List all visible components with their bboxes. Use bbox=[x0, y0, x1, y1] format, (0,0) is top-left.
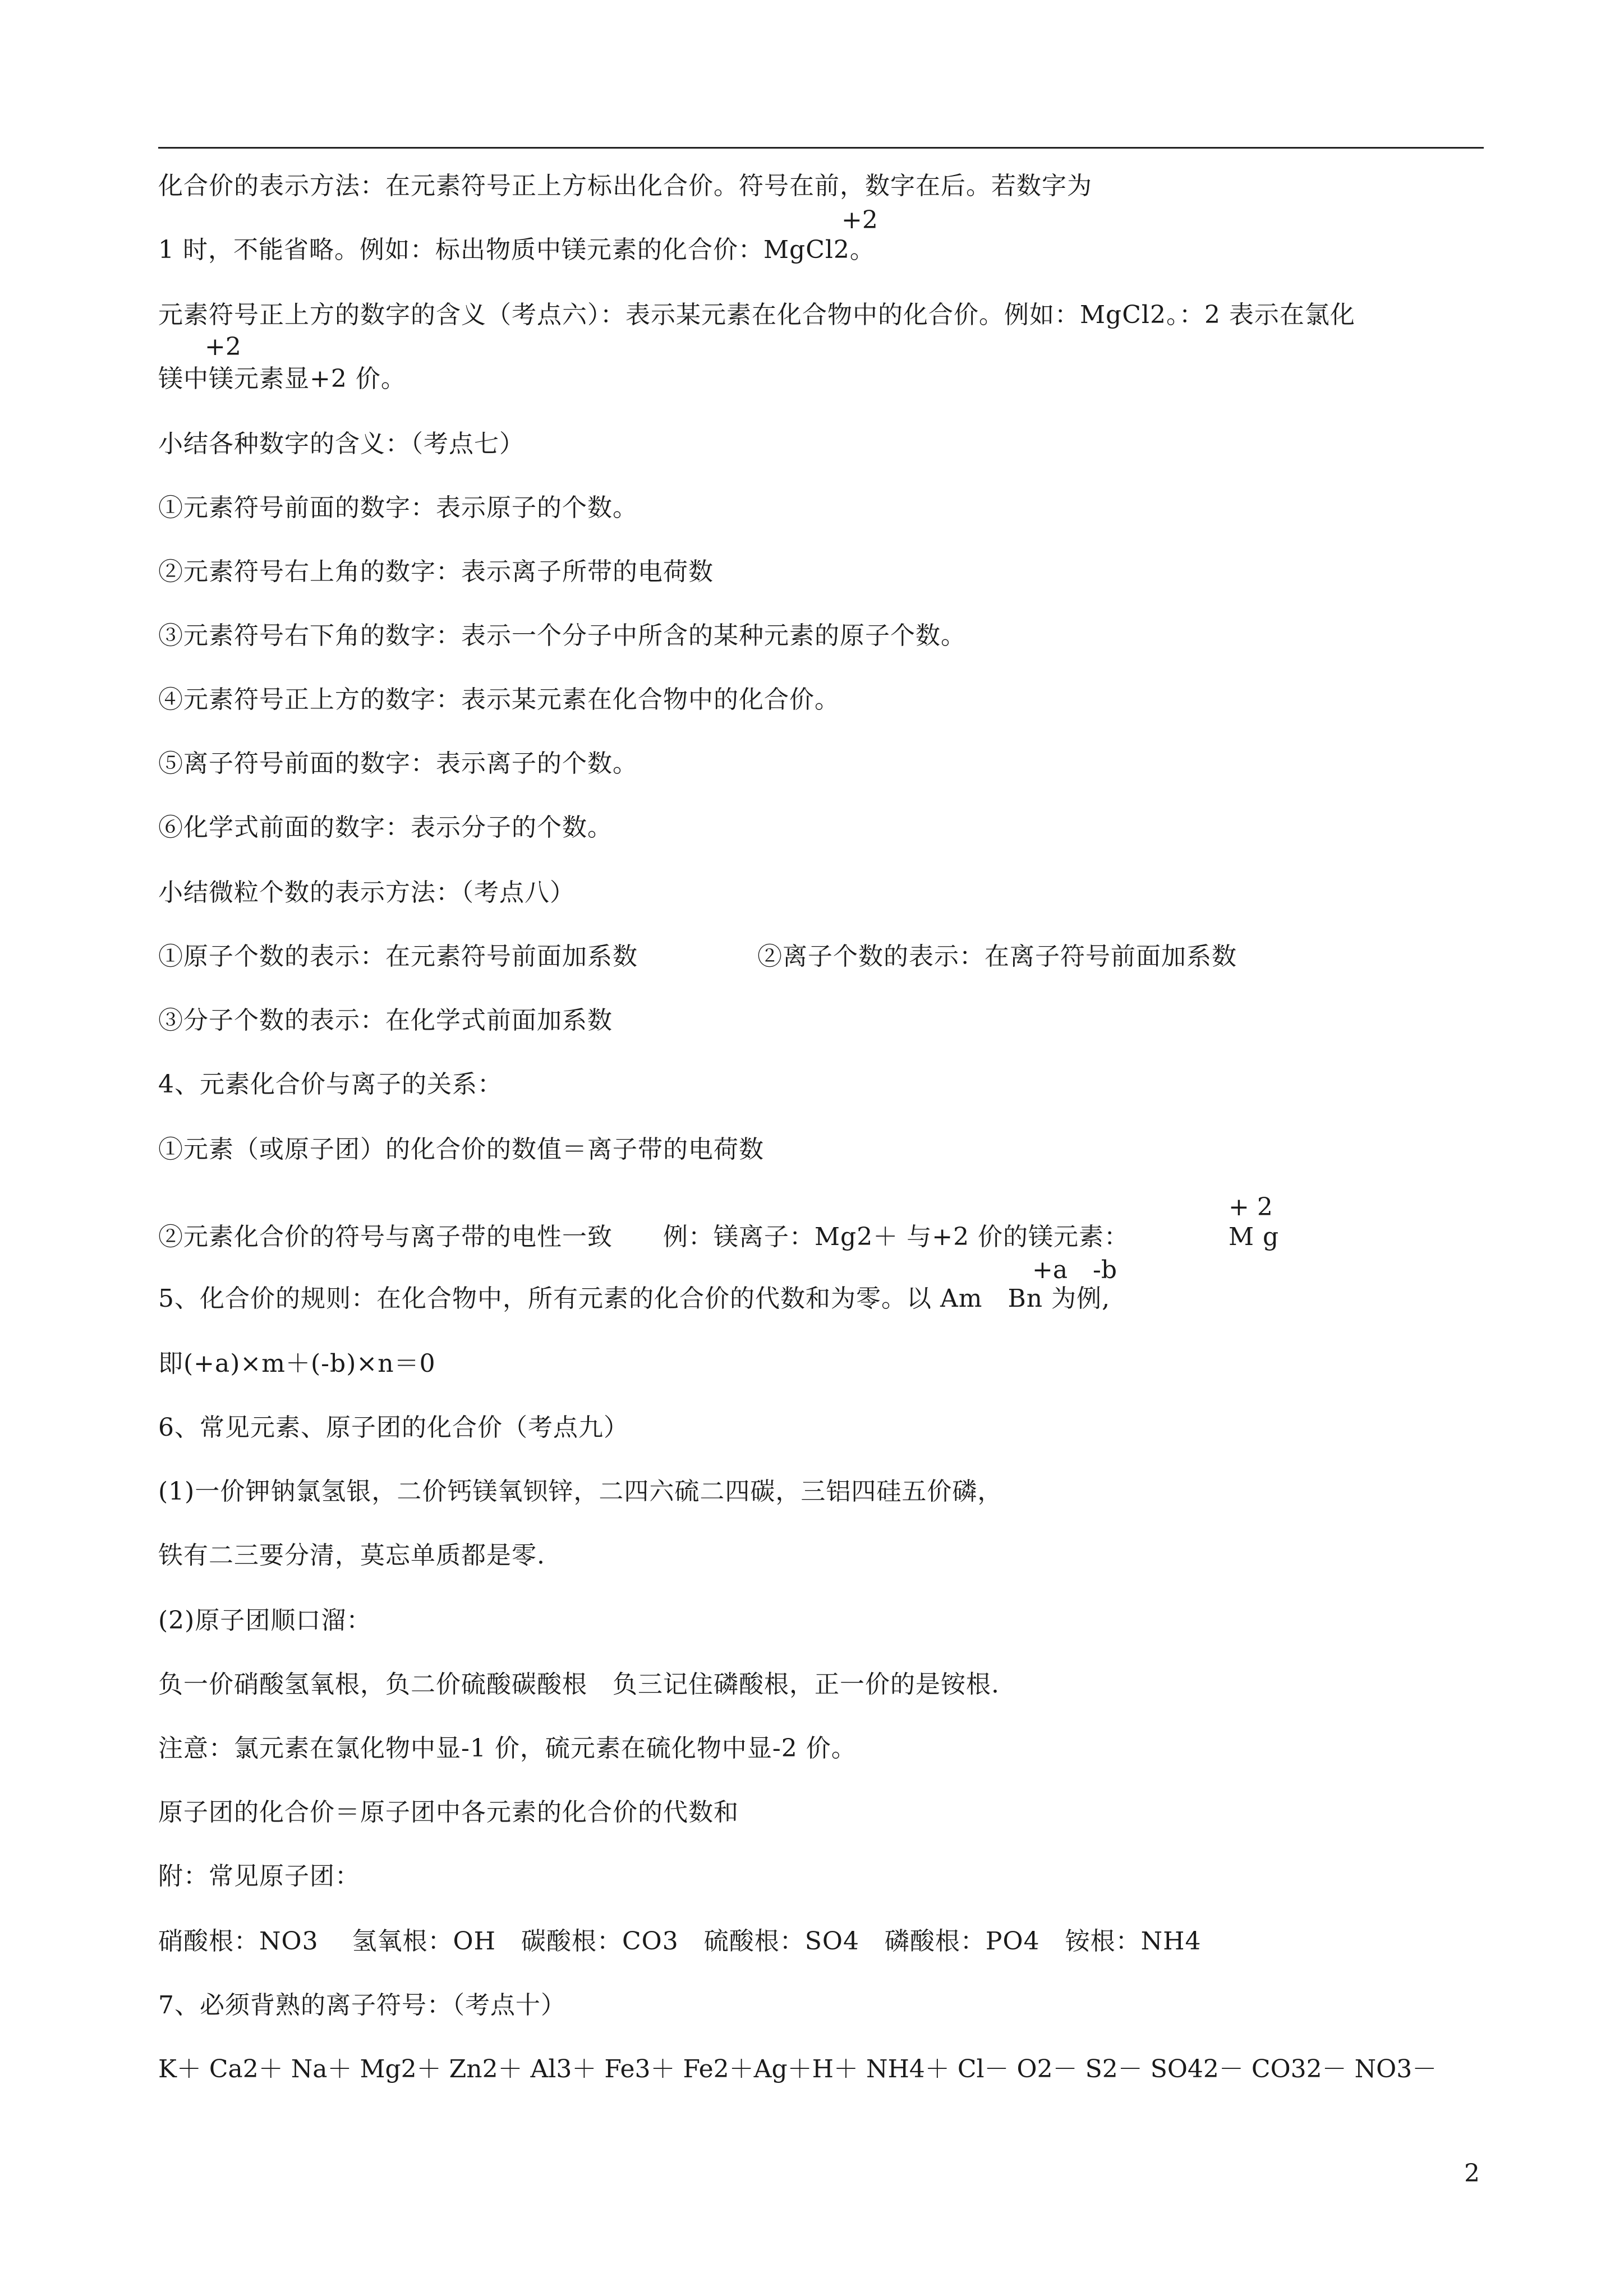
text-line: 化合价的表示方法：在元素符号正上方标出化合价。符号在前，数字在后。若数字为 bbox=[158, 172, 1092, 200]
page-number: 2 bbox=[1464, 2159, 1480, 2188]
text-line: ④元素符号正上方的数字：表示某元素在化合物中的化合价。 bbox=[158, 685, 840, 714]
text-line: ②元素化合价的符号与离子带的电性一致 例：镁离子：Mg2＋ 与+2 价的镁元素： bbox=[158, 1223, 1130, 1251]
text-line: 小结微粒个数的表示方法：（考点八） bbox=[158, 878, 575, 907]
text-line: M g bbox=[1229, 1223, 1280, 1251]
text-line: ②元素符号右上角的数字：表示离子所带的电荷数 bbox=[158, 557, 714, 586]
text-line: 硝酸根：NO3 氢氧根：OH 碳酸根：CO3 硫酸根：SO4 磷酸根：PO4 铵根：NH4 bbox=[158, 1927, 1202, 1956]
text-line: ②离子个数的表示：在离子符号前面加系数 bbox=[757, 942, 1237, 971]
text-line: K＋ Ca2＋ Na＋ Mg2＋ Zn2＋ Al3＋ Fe3＋ Fe2＋Ag＋H＋ NH4＋ Cl－ O2－ S2－ SO42－ CO32－ NO3－ bbox=[158, 2055, 1437, 2083]
text-line: 5、化合价的规则：在化合物中，所有元素的化合价的代数和为零。以 Am Bn 为例, bbox=[158, 1284, 1111, 1313]
text-line: ①元素符号前面的数字：表示原子的个数。 bbox=[158, 494, 638, 522]
valence-superscript: +2 bbox=[841, 206, 878, 234]
text-line: 附：常见原子团： bbox=[158, 1862, 360, 1891]
text-line: 1 时，不能省略。例如：标出物质中镁元素的化合价：MgCl2。 bbox=[158, 236, 875, 264]
text-line: (2)原子团顺口溜： bbox=[158, 1606, 372, 1635]
text-line: ①元素（或原子团）的化合价的数值＝离子带的电荷数 bbox=[158, 1135, 764, 1164]
valence-superscript: -b bbox=[1093, 1256, 1117, 1284]
text-line: 小结各种数字的含义：（考点七） bbox=[158, 430, 525, 458]
text-line: 负一价硝酸氢氧根，负二价硫酸碳酸根 负三记住磷酸根，正一价的是铵根. bbox=[158, 1670, 1000, 1699]
text-line: 元素符号正上方的数字的含义（考点六）：表示某元素在化合物中的化合价。例如：MgCl2。：2 表示在氯化 bbox=[158, 301, 1355, 329]
text-line: ③分子个数的表示：在化学式前面加系数 bbox=[158, 1006, 613, 1035]
text-line: 原子团的化合价＝原子团中各元素的化合价的代数和 bbox=[158, 1798, 739, 1827]
text-line: 即(+a)×m＋(-b)×n＝0 bbox=[158, 1349, 436, 1378]
text-line: 7、必须背熟的离子符号：（考点十） bbox=[158, 1991, 566, 2020]
valence-superscript: + 2 bbox=[1229, 1193, 1273, 1221]
text-line: ⑥化学式前面的数字：表示分子的个数。 bbox=[158, 813, 613, 842]
text-line: ①原子个数的表示：在元素符号前面加系数 bbox=[158, 942, 638, 971]
text-line: 注意：氯元素在氯化物中显-1 价，硫元素在硫化物中显-2 价。 bbox=[158, 1734, 857, 1763]
text-line: ⑤离子符号前面的数字：表示离子的个数。 bbox=[158, 749, 638, 778]
header-rule bbox=[158, 147, 1484, 149]
text-line: 6、常见元素、原子团的化合价（考点九） bbox=[158, 1413, 629, 1442]
text-line: 铁有二三要分清，莫忘单质都是零. bbox=[158, 1541, 545, 1570]
text-line: (1)一价钾钠氯氢银，二价钙镁氧钡锌，二四六硫二四碳，三铝四硅五价磷， bbox=[158, 1477, 1003, 1506]
text-line: 4、元素化合价与离子的关系： bbox=[158, 1070, 503, 1099]
valence-superscript: +2 bbox=[205, 333, 241, 361]
text-line: ③元素符号右下角的数字：表示一个分子中所含的某种元素的原子个数。 bbox=[158, 621, 966, 650]
valence-superscript: +a bbox=[1032, 1256, 1068, 1284]
text-line: 镁中镁元素显+2 价。 bbox=[158, 365, 406, 393]
